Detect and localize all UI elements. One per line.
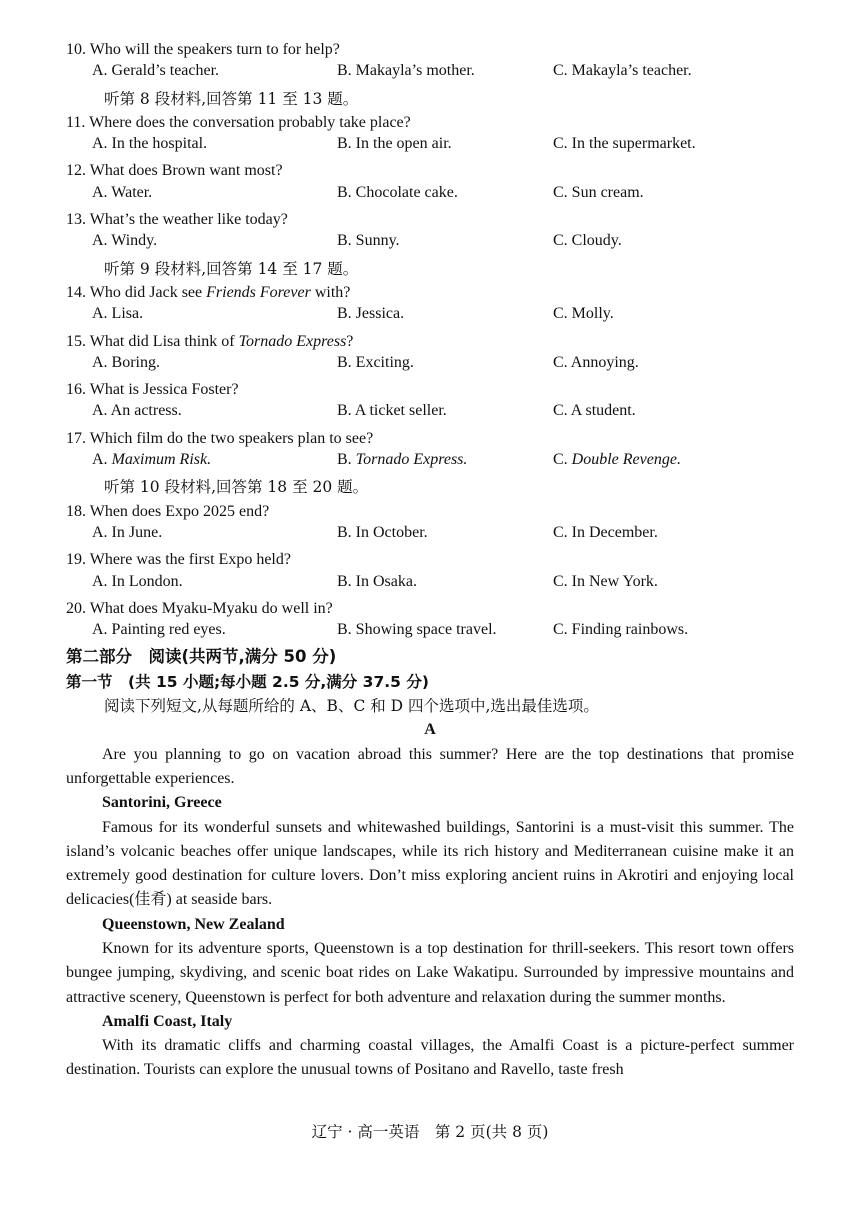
part-2-section-1-heading: 第一节 (共 15 小题;每小题 2.5 分,满分 37.5 分)	[66, 672, 429, 691]
option-a: A. Water.	[92, 183, 153, 201]
option-a: A. Windy.	[92, 232, 158, 250]
option-b: B. Jessica.	[337, 305, 405, 323]
question-15	[0, 330, 860, 379]
question-number: 12.	[66, 162, 86, 180]
option-c: C. Finding rainbows.	[553, 621, 689, 639]
question-text-end: ?	[346, 332, 354, 350]
question-18	[0, 500, 860, 549]
question-text: 14. Who did Jack see	[66, 283, 207, 301]
question-number: 10.	[66, 41, 86, 58]
option-c: C. Molly.	[553, 305, 614, 323]
question-text: 17. Which film do the two speakers plan to see?	[66, 429, 374, 447]
question-16	[0, 378, 860, 427]
option-c: C. Annoying.	[553, 353, 639, 371]
option-a: A. In the hospital.	[92, 135, 208, 153]
destination-3-text: With its dramatic cliffs and charming coastal villages, the Amalfi Coast is a picture-perfect summer destination. Tourists can explore the unusual towns of Positano and Ravello, taste fresh	[66, 1037, 794, 1079]
option-a: A. In London.	[92, 572, 183, 590]
option-b: B. In October.	[337, 523, 428, 541]
section-10-instruction: 听第 10 段材料,回答第 18 至 20 题。	[104, 478, 369, 497]
options-row	[0, 621, 860, 645]
question-text: Who will the speakers turn to for help?	[89, 41, 340, 58]
destination-1-text: Famous for its wonderful sunsets and whitewashed buildings, Santorini is a must-visit this summer. The island’s volcanic beaches offer unique landscapes, while its rich history and Mediterranean cuisine make it an extremely good destination for culture lovers. Don’t miss exploring ancient ruins in Akrotiri and enjoying local delicacies(佳肴) at seaside bars.	[66, 818, 794, 909]
film-title: Maximum Risk.	[111, 451, 212, 469]
destination-1-title: Santorini, Greece	[102, 794, 222, 812]
option-c: C. A student.	[553, 402, 636, 420]
part-2-heading: 第二部分 阅读(共两节,满分 50 分)	[66, 647, 337, 667]
destination-2-text: Known for its adventure sports, Queenstown is a top destination for thrill-seekers. This resort town offers bungee jumping, skydiving, and scenic boat rides on Lake Wakatipu. Surrounded by impressive mountains and attractive scenery, Queenstown is perfect for both adventure and relaxation during the summer months.	[66, 939, 794, 1006]
options-row	[0, 135, 860, 159]
option-c: C. In the supermarket.	[553, 135, 696, 153]
question-text: When does Expo 2025 end?	[89, 502, 270, 520]
option-c: C. In New York.	[553, 572, 658, 590]
options-row	[0, 62, 860, 86]
question-text: What does Myaku-Myaku do well in?	[89, 599, 333, 617]
question-text: 16. What is Jessica Foster?	[66, 381, 239, 399]
section-8-instruction: 听第 8 段材料,回答第 11 至 13 题。	[104, 89, 359, 108]
option-a	[92, 451, 211, 469]
options-row	[0, 451, 860, 475]
options-row	[0, 524, 860, 548]
exam-page	[0, 38, 860, 1083]
option-a: A. Lisa.	[92, 305, 144, 323]
question-text: Where was the first Expo held?	[89, 551, 291, 569]
question-19	[0, 548, 860, 597]
question-20	[0, 597, 860, 646]
option-b: B. In Osaka.	[337, 572, 417, 590]
option-a: A. Boring.	[92, 353, 160, 371]
section-9-instruction: 听第 9 段材料,回答第 14 至 17 题。	[104, 259, 359, 278]
question-number: 19.	[66, 551, 86, 569]
options-row	[0, 573, 860, 597]
option-letter: B.	[337, 451, 356, 469]
option-c: C. Makayla’s teacher.	[553, 62, 692, 80]
option-letter: C.	[553, 451, 572, 469]
option-b: B. Makayla’s mother.	[337, 62, 475, 80]
question-number: 11.	[66, 113, 86, 131]
option-a: A. Painting red eyes.	[92, 621, 226, 639]
option-b: B. Chocolate cake.	[337, 183, 458, 201]
film-title: Friends Forever	[206, 283, 311, 301]
film-title: Tornado Express.	[355, 451, 468, 469]
question-text: 15. What did Lisa think of	[66, 332, 239, 350]
question-number: 13.	[66, 211, 86, 229]
passage-label: A	[424, 721, 436, 739]
option-a: A. Gerald’s teacher.	[92, 62, 220, 80]
option-a: A. In June.	[92, 523, 163, 541]
options-row	[0, 232, 860, 256]
option-b: B. Sunny.	[337, 232, 400, 250]
destination-3-title: Amalfi Coast, Italy	[102, 1012, 233, 1030]
option-b: B. In the open air.	[337, 135, 452, 153]
question-13	[0, 208, 860, 257]
part-2-instruction: 阅读下列短文,从每题所给的 A、B、C 和 D 四个选项中,选出最佳选项。	[104, 697, 599, 716]
destination-2-title: Queenstown, New Zealand	[102, 915, 285, 933]
question-text-end: with?	[310, 283, 351, 301]
question-11	[0, 111, 860, 160]
option-b	[337, 451, 467, 469]
option-b: B. Showing space travel.	[337, 621, 497, 639]
question-number: 18.	[66, 502, 86, 520]
question-text: What does Brown want most?	[89, 162, 283, 180]
option-a: A. An actress.	[92, 402, 182, 420]
options-row	[0, 402, 860, 426]
film-title: Double Revenge.	[571, 451, 681, 469]
question-text: Where does the conversation probably take place?	[89, 113, 411, 131]
passage-a	[0, 743, 860, 1083]
question-14	[0, 281, 860, 330]
option-b: B. A ticket seller.	[337, 402, 447, 420]
question-17	[0, 427, 860, 476]
option-c: C. In December.	[553, 523, 658, 541]
question-number: 20.	[66, 599, 86, 617]
option-b: B. Exciting.	[337, 353, 414, 371]
film-title: Tornado Express	[238, 332, 347, 350]
passage-intro: Are you planning to go on vacation abroad this summer? Here are the top destinations that promise unforgettable experiences.	[66, 745, 794, 787]
page-footer: 辽宁 · 高一英语 第 2 页(共 8 页)	[311, 1123, 549, 1141]
option-c	[553, 451, 681, 469]
question-12	[0, 159, 860, 208]
question-text: What’s the weather like today?	[89, 211, 288, 229]
options-row	[0, 354, 860, 378]
option-c: C. Sun cream.	[553, 183, 644, 201]
option-letter: A.	[92, 451, 112, 469]
option-c: C. Cloudy.	[553, 232, 622, 250]
options-row	[0, 184, 860, 208]
options-row	[0, 305, 860, 329]
question-10	[0, 38, 860, 87]
